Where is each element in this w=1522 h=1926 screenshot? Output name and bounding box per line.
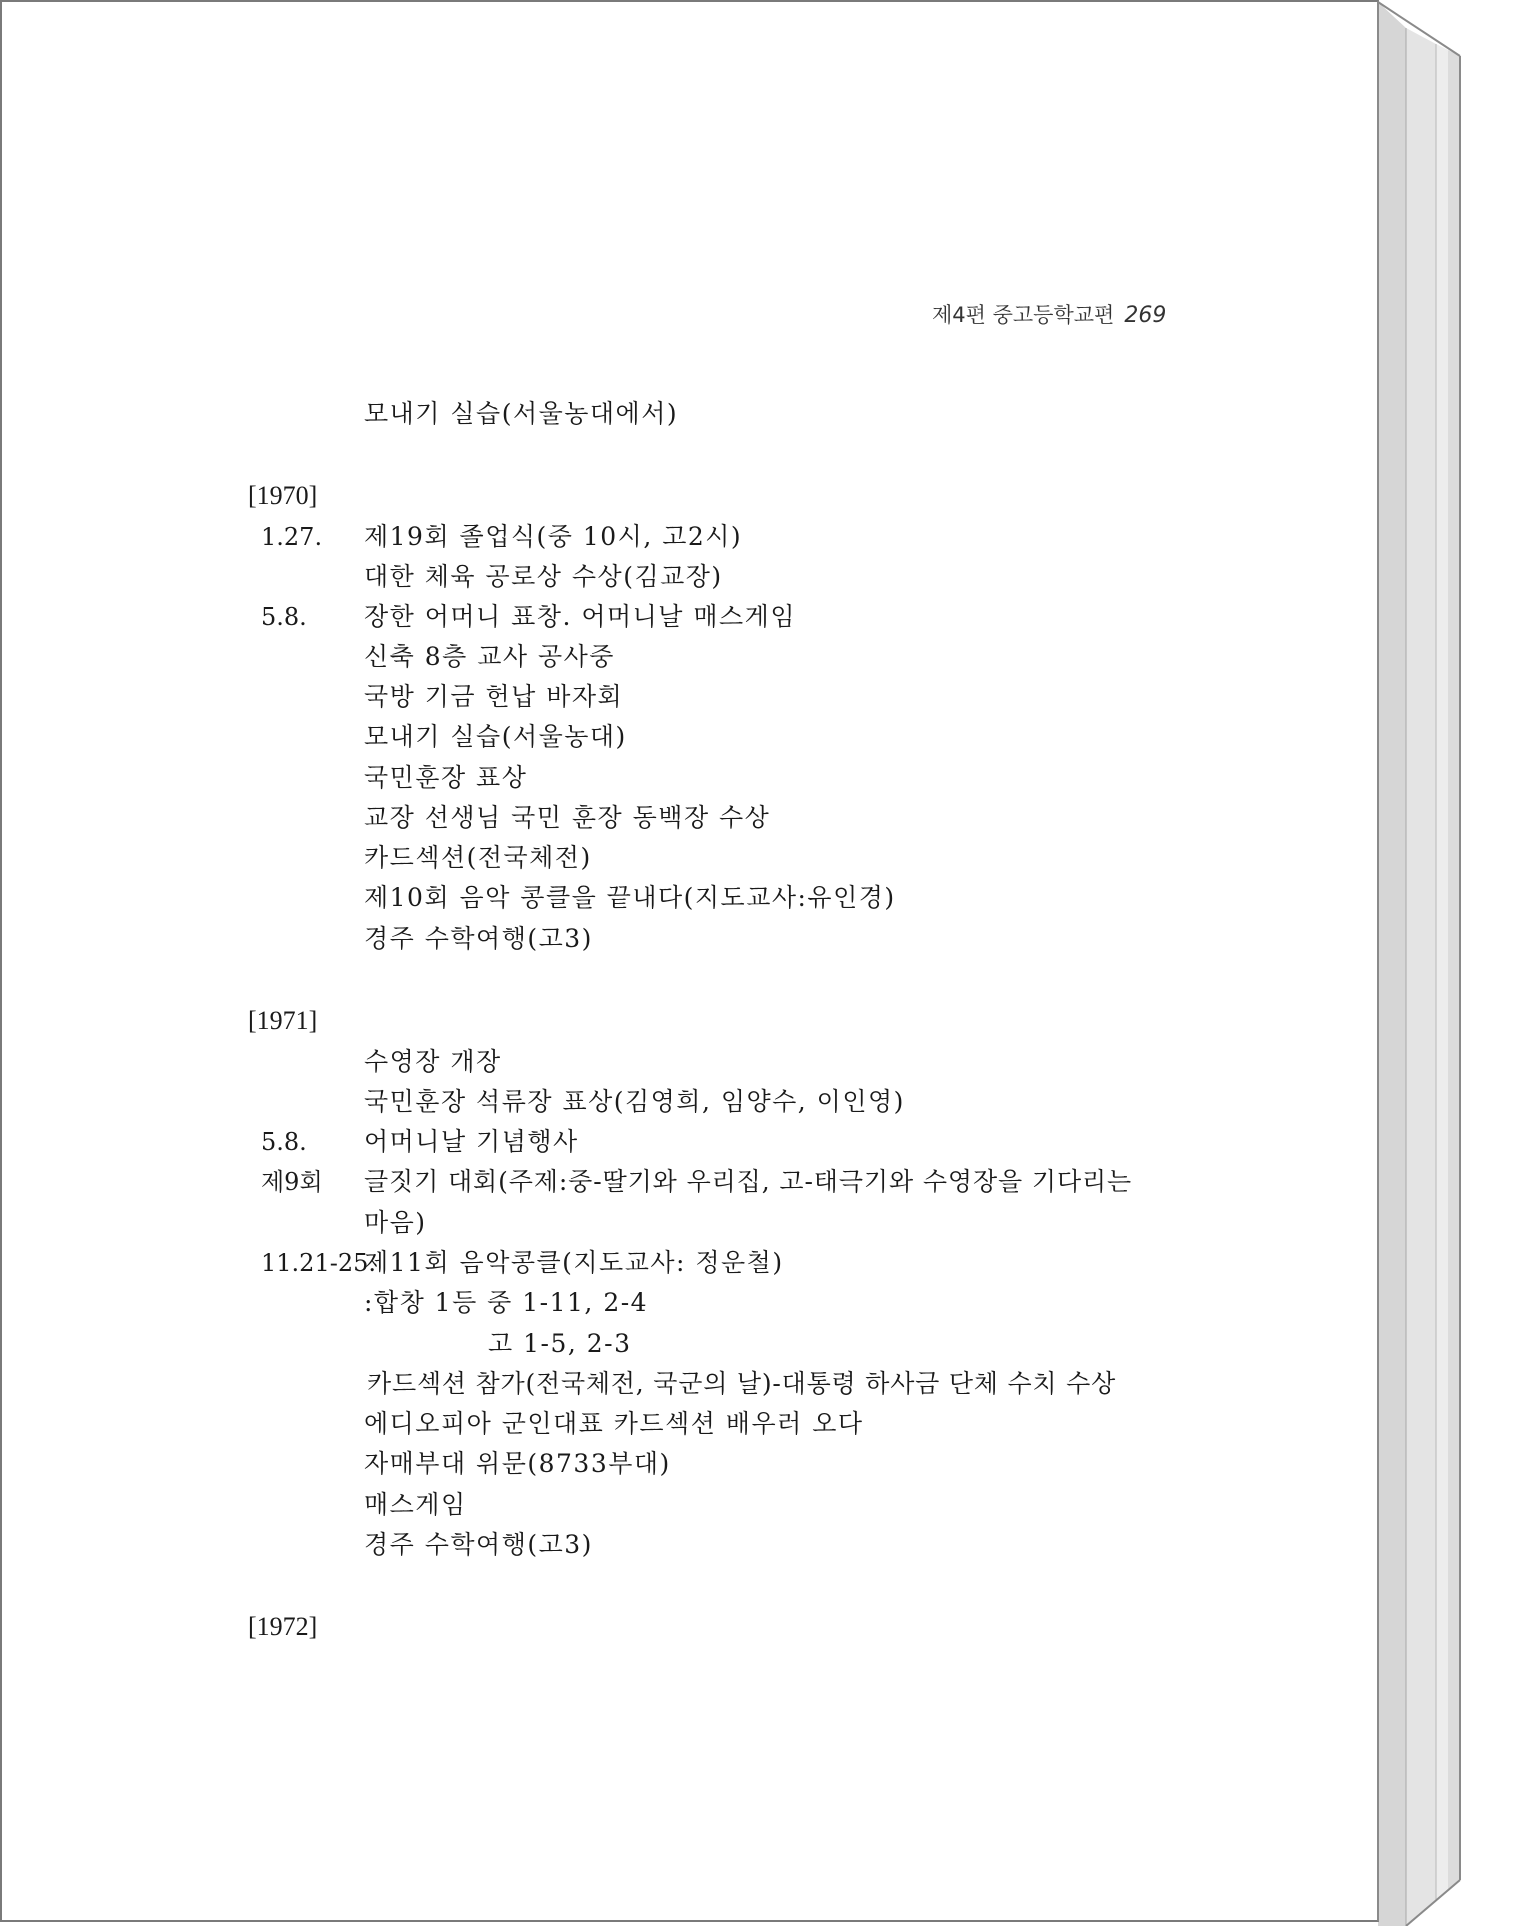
- entry-text: 국방 기금 헌납 바자회: [364, 682, 624, 711]
- entry-text: :합창 1등 중 1-11, 2-4: [364, 1288, 649, 1317]
- entry-text: 어머니날 기념행사: [364, 1127, 579, 1156]
- entry-text: 카드섹션 참가(전국체전, 국군의 날)-대통령 하사금 단체 수치 수상: [367, 1369, 1117, 1398]
- entry-text: 고 1-5, 2-3: [488, 1329, 632, 1358]
- entry-text: 매스게임: [364, 1490, 467, 1519]
- entry-text: 국민훈장 표상: [364, 763, 528, 792]
- entry-text: 대한 체육 공로상 수상(김교장): [364, 562, 723, 591]
- entry-text: 경주 수학여행(고3): [364, 924, 593, 953]
- page-stack-edge: [1378, 0, 1522, 1926]
- year-heading-1970: [1970]: [248, 481, 318, 510]
- entry-date: 1.27.: [261, 523, 323, 551]
- year-heading-1972: [1972]: [248, 1612, 318, 1641]
- year-heading-1971: [1971]: [248, 1006, 318, 1035]
- entry-text: 에디오피아 군인대표 카드섹션 배우러 오다: [364, 1409, 864, 1438]
- entry-text: 자매부대 위문(8733부대): [364, 1449, 671, 1478]
- entry-date: 5.8.: [261, 603, 307, 631]
- entry-text: 경주 수학여행(고3): [364, 1530, 593, 1559]
- entry-text: 제11회 음악콩클(지도교사: 정운철): [364, 1248, 784, 1277]
- entry-text: 모내기 실습(서울농대): [364, 722, 627, 751]
- entry-text: 마음): [364, 1208, 427, 1237]
- intro-line: 모내기 실습(서울농대에서): [364, 399, 679, 428]
- entry-text: 카드섹션(전국체전): [364, 843, 592, 872]
- entry-text: 국민훈장 석류장 표상(김영희, 임양수, 이인영): [364, 1087, 905, 1116]
- entry-date: 5.8.: [261, 1128, 307, 1156]
- running-head-title: 제4편 중고등학교편: [932, 303, 1115, 327]
- entry-text: 수영장 개장: [364, 1047, 502, 1076]
- running-head: [932, 299, 1166, 329]
- entry-text: 장한 어머니 표창. 어머니날 매스게임: [364, 602, 796, 631]
- entry-text: 글짓기 대회(주제:중-딸기와 우리집, 고-태극기와 수영장을 기다리는: [364, 1167, 1133, 1196]
- entry-text: 신축 8층 교사 공사중: [364, 642, 615, 671]
- entry-text: 제10회 음악 콩클을 끝내다(지도교사:유인경): [364, 883, 896, 912]
- entry-text: 제19회 졸업식(중 10시, 고2시): [364, 522, 743, 551]
- entry-date: 11.21-25.: [261, 1249, 376, 1277]
- page-number: 269: [1124, 303, 1167, 328]
- entry-date: 제9회: [261, 1168, 323, 1196]
- entry-text: 교장 선생님 국민 훈장 동백장 수상: [364, 803, 771, 832]
